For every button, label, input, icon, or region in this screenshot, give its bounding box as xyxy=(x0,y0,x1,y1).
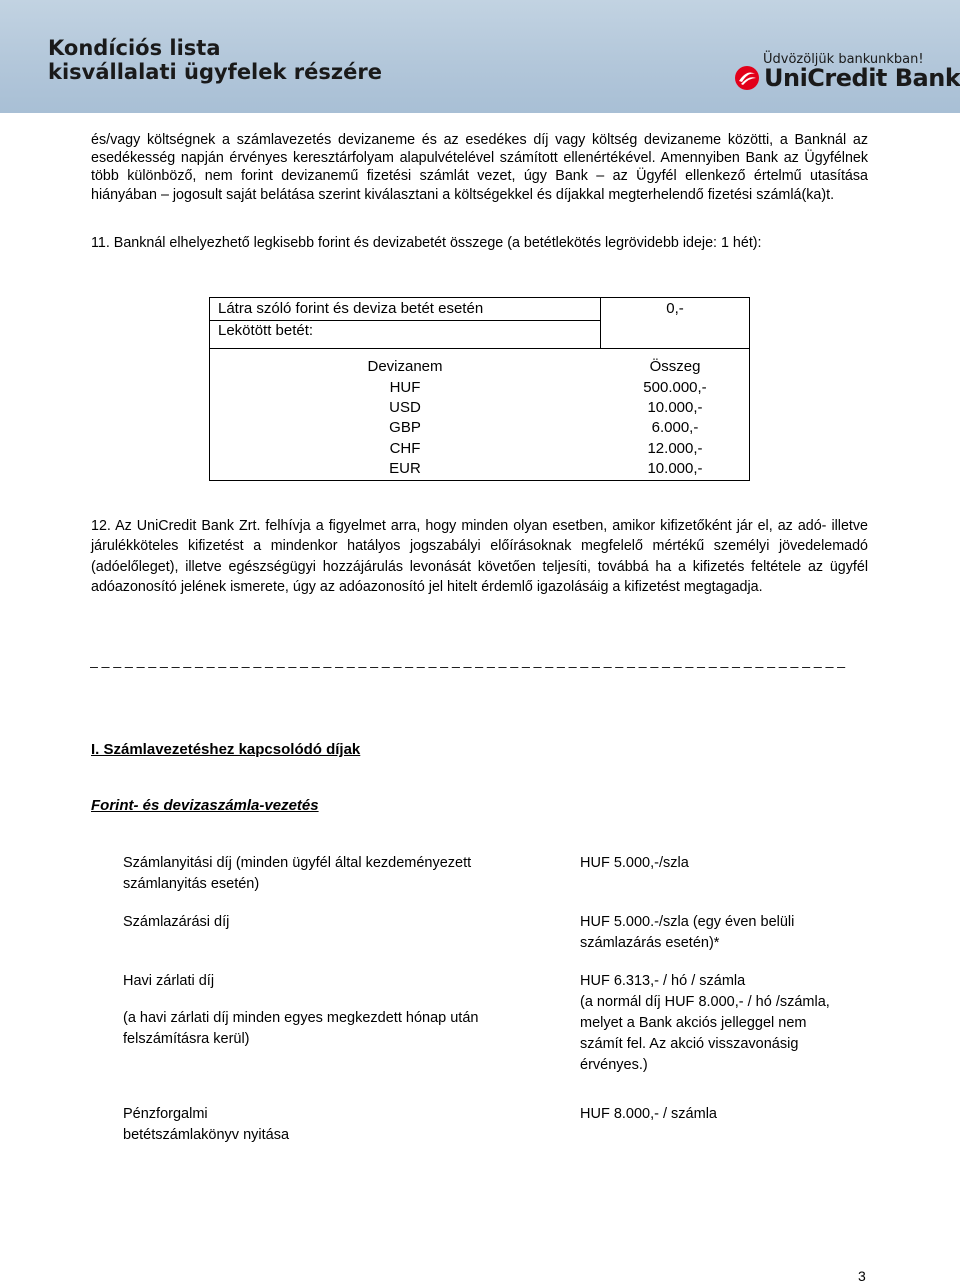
fee-value-account-opening: HUF 5.000,-/szla xyxy=(580,855,689,871)
sight-deposit-label: Látra szóló forint és deviza betét esetén xyxy=(218,300,484,317)
title-line-1: Kondíciós lista xyxy=(48,36,221,60)
table-row-currency: CHF xyxy=(389,440,421,457)
table-divider xyxy=(210,348,749,349)
table-row-currency: HUF xyxy=(389,379,421,396)
unicredit-logo-icon xyxy=(734,65,760,91)
intro-paragraph: és/vagy költségnek a számlavezetés devizaneme és az esedékes díj vagy költség devizaneme közötti, a Banknál az esedékesség napján érvényes keresztárfolyam alapulvételével számított ellenértékével. Amennyiben Bank az Ügyfélnek több különböző, nem forint devizanemű fizetési számlát vezet, úgy Bank – az Ügyfél ellenkező értelmű utasítása hiányában – jogosult saját belátása szerint kiválasztani a költségekkel és díjakkal megterhelendő fizetési számlá(ka)t. xyxy=(91,132,868,203)
section-12-text: 12. Az UniCredit Bank Zrt. felhívja a figyelmet arra, hogy minden olyan esetben, amikor kifizetőként jár el, az adó- illetve járulékköteles kifizetést a mindenkor hatályos jogszabályi előírásoknak megfelelő mértékű személyi jövedelemadó (adóelőleget), illetve egészségügyi hozzájárulás levonását követően teljesíti, továbbá ha a kifizetés feltétele az ügyfél adóazonosító jelének ismerete, úgy az adóazonosító jel hitelt érdemlő igazolásáig a kifizetést megtagadja. xyxy=(91,518,868,596)
fee-value-account-closing: HUF 5.000.-/szla (egy éven belüli számlazárás esetén)* xyxy=(580,914,795,951)
page-number: 3 xyxy=(858,1268,866,1284)
table-row-amount: 10.000,- xyxy=(647,460,703,477)
table-row-amount: 10.000,- xyxy=(647,399,703,416)
table-row-amount: 6.000,- xyxy=(651,419,699,436)
bank-logo xyxy=(734,64,960,92)
dashed-separator: _ _ _ _ _ _ _ _ _ _ _ _ _ _ _ _ _ _ _ _ _ _ _ _ _ _ _ _ _ _ _ _ _ _ _ _ _ _ _ _ _ _ _ _ _ _ _ _ _ _ _ _ _ _ _ _ _ _ _ _ _ _ _ _ _ xyxy=(90,652,846,668)
page-header xyxy=(0,0,960,113)
fee-label-monthly-closing: Havi zárlati díj (a havi zárlati díj minden egyes megkezdett hónap után felszámításra kerül) xyxy=(123,973,479,1047)
table-row-amount: 500.000,- xyxy=(643,379,707,396)
sight-deposit-value: 0,- xyxy=(666,300,684,317)
fee-label-account-opening: Számlanyitási díj (minden ügyfél által kezdeményezett számlanyitás esetén) xyxy=(123,855,472,892)
table-row-amount: 12.000,- xyxy=(647,440,703,457)
fixed-deposit-label: Lekötött betét: xyxy=(218,322,314,339)
fee-label-passbook: Pénzforgalmi betétszámlakönyv nyitása xyxy=(123,1106,290,1143)
table-row-currency: USD xyxy=(389,399,421,416)
min-deposit-table xyxy=(209,297,750,481)
fee-value-passbook: HUF 8.000,- / számla xyxy=(580,1106,717,1122)
table-divider xyxy=(600,298,601,348)
title-line-2: kisvállalati ügyfelek részére xyxy=(48,60,382,84)
table-row-currency: GBP xyxy=(389,419,421,436)
fee-value-monthly-closing: HUF 6.313,- / hó / számla (a normál díj HUF 8.000,- / hó /számla, melyet a Bank akciós jelleggel nem számít fel. Az akció visszavonásig érvényes.) xyxy=(580,973,830,1073)
section-11-text: 11. Banknál elhelyezhető legkisebb forint és devizabetét összege (a betétlekötés legrövidebb ideje: 1 hét): xyxy=(91,235,762,251)
subsection-heading: Forint- és devizaszámla-vezetés xyxy=(91,797,319,814)
document-title xyxy=(48,36,382,84)
welcome-text: Üdvözöljük bankunkban! xyxy=(763,52,924,67)
logo-wordmark: UniCredit Bank xyxy=(764,64,960,92)
column-header-amount: Összeg xyxy=(649,358,701,375)
fee-label-account-closing: Számlazárási díj xyxy=(123,914,230,930)
table-row-currency: EUR xyxy=(389,460,421,477)
column-header-currency: Devizanem xyxy=(367,358,443,375)
section-heading: I. Számlavezetéshez kapcsolódó díjak xyxy=(91,741,361,758)
